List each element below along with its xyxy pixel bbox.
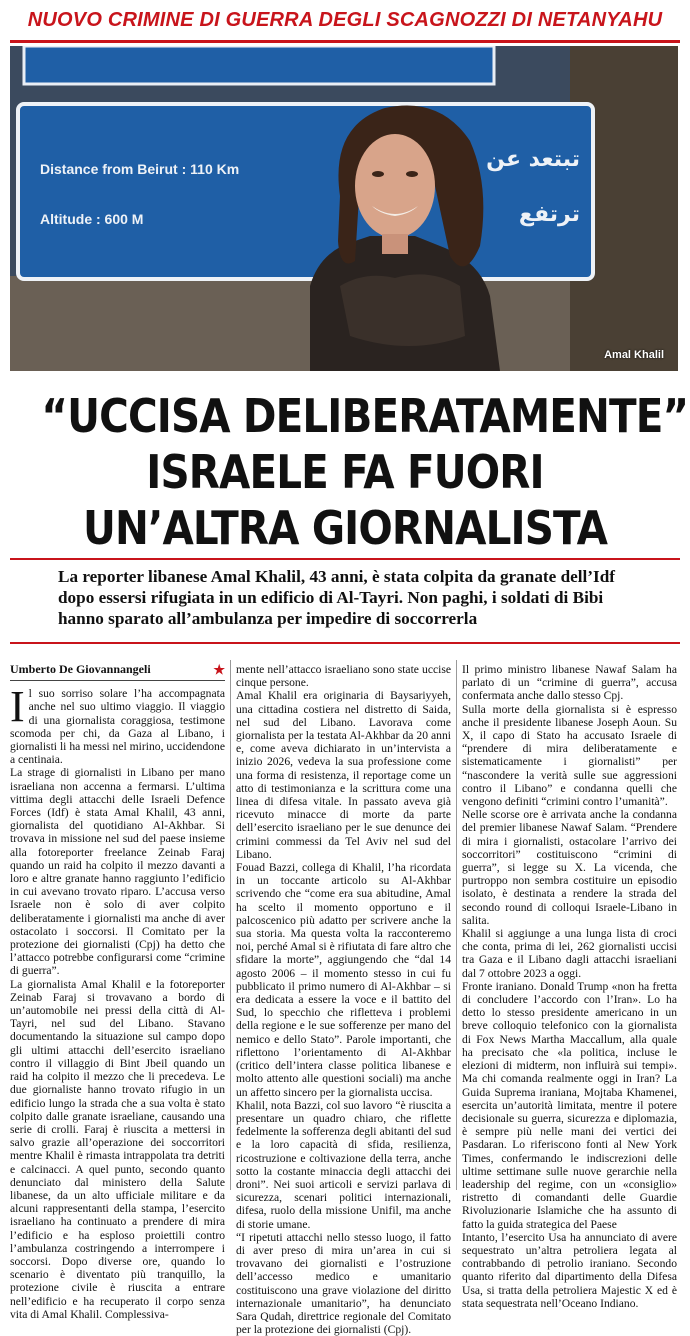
paragraph: Nelle scorse ore è arrivata anche la condanna del premier libanese Nawaf Salam. “Prendere di mira i giornalisti, ostacolare l’arrivo dei soccorritori” costituiscono “crimini di guerra”, si legge su X. La vicenda, che purtroppo non sembra costituire un episodio isolato, è destinata a rendere la strada del secondo round di colloqui Israele-Libano in salita. — [462, 808, 677, 927]
article-column-1 — [10, 663, 225, 1321]
sign-arabic-2: ترتفع — [518, 202, 580, 227]
paragraph: La strage di giornalisti in Libano per mano israeliana non accenna a fermarsi. L’ultima vittima degli attacchi delle Israeli Defence Forces (Idf) è stata Amal Khalil, 43 anni, giornalista del quotidiano Al-Akhbar. Si trovava in missione nel sud del paese insieme alla fotoreporter freelance Zeinab Faraj quando un raid ha colpito il mezzo davanti a loro e altre granate hanno raggiunto l’edificio in cui avevano trovato riparo. L’accusa verso Israele non è solo di aver colpito deliberatamente i giornalisti ma anche di aver ostacolato i soccorsi. Il Comitato per la protezione dei giornalisti (Cpj) ha detto che l’attacco potrebbe configurarsi come “crimine di guerra”. — [10, 766, 225, 978]
paragraph: Fouad Bazzi, collega di Khalil, l’ha ricordata in un toccante articolo su Al-Akhbar scrivendo che “come era sua abitudine, Amal ha scelto il momento opportuno e il palcoscenico più adatto per scrivere anche la sua storia. Ma questa volta la racconteremo noi, perché Amal si è rifiutata di fare altro che sfidare la morte”, aggiungendo che “dal 14 agosto 2006 – il momento stesso in cui fu pubblicato il primo numero di Al-Akhbar – si era dedicata a essere la voce e il battito del Sud, lo specchio che rifletteva i problemi della regione e le sue sofferenze per mano del nemico e dello Stato”. Parole importanti, che riflettono l’orientamento di Al-Akhbar (critico dell’intera classe politica libanese e molto attento alle questioni sociali) ma anche un affetto sincero per la giornalista uccisa. — [236, 861, 451, 1099]
paragraph: Khalil, nota Bazzi, col suo lavoro “è riuscita a presentare un quadro chiaro, che riflette fedelmente la sofferenza degli abitanti del sud e la loro capacità di sfida, resilienza, ricostruzione e coltivazione della terra, anche sotto la costante minaccia degli attacchi dei droni”. Nei suoi articoli e servizi parlava di sicurezza, scenari politici internazionali, difesa, ruolo della missione Unifil, ma anche di storie umane. — [236, 1098, 451, 1231]
paragraph: “I ripetuti attacchi nello stesso luogo, il fatto di aver preso di mira un’area in cui si trovavano dei giornalisti e l’ostruzione dell’accesso medico e umanitario costituiscono una grave violazione del diritto internazionale umanitario”, ha denunciato Sara Qudah, direttrice regionale del Comitato per la protezione dei giornalisti (Cpj). — [236, 1230, 451, 1336]
column-divider — [230, 660, 231, 1190]
column-divider — [456, 660, 457, 1190]
article-column-3 — [462, 663, 677, 1310]
star-icon: ★ — [213, 662, 225, 677]
paragraph: Il primo ministro libanese Nawaf Salam ha parlato di un “crimine di guerra”, accusa confermata anche dallo stesso Cpj. — [462, 663, 677, 703]
paragraph: Amal Khalil era originaria di Baysariyyeh, una cittadina costiera nel distretto di Saida, nel sud del Libano. Lavorava come giornalista per la testata Al-Akhbar da 20 anni e, come aveva dichiarato in un’intervista a inizio 2026, vedeva la sua professione come una forma di resistenza, il reportage come un atto di testimonianza e la scrittura come una linea di difesa vitale. In passato aveva già ricevuto minacce di morte da parte dell’esercito israeliano per le sue denunce dei crimini commessi da Tel Aviv nel sud del Libano. — [236, 689, 451, 861]
article-deck: La reporter libanese Amal Khalil, 43 anni, è stata colpita da granate dell’Idf dopo essersi rifugiata in un edificio di Al-Tayri. Non paghi, i soldati di Bibi hanno sparato all’ambulanza per impedire di soccorrerla — [58, 567, 615, 628]
headline-line-1: “UCCISA DELIBERATAMENTE” — [41, 389, 689, 443]
paragraph: Intanto, l’esercito Usa ha annunciato di avere sequestrato un’altra petroliera legata al contrabbando di petrolio iraniano. Secondo quanto riferito dal dipartimento della Difesa Usa, si tratta della petroliera Majestic X ed è stata sequestrata nell’Oceano Indiano. — [462, 1230, 677, 1310]
article-column-2 — [236, 663, 451, 1336]
headline — [41, 388, 689, 556]
headline-line-2: ISRAELE FA FUORI — [146, 445, 544, 499]
sign-altitude-text: Altitude : 600 M — [40, 211, 144, 227]
byline — [10, 663, 225, 676]
byline-rule — [10, 680, 225, 681]
paragraph: Il suo sorriso solare l’ha accompagnata anche nel suo ultimo viaggio. Il viaggio di una giornalista coraggiosa, testimone scomoda per chi, da Gaza al Libano, i giornalisti li ha messi nel mirino, uccidendone a centinaia. — [10, 682, 225, 767]
sign-arabic-1: تبتعد عن — [486, 147, 580, 172]
kicker-rule — [10, 40, 680, 43]
deck-rule-bottom — [10, 642, 680, 644]
paragraph: La giornalista Amal Khalil e la fotoreporter Zeinab Faraj si trovavano a bordo di un’automobile nei pressi della città di Al-Tayri, nel sud del Libano. Stavano documentando la situazione sul campo dopo gli ultimi attacchi dell’esercito israeliano contro il villaggio di Bint Jbeil quando un raid ha colpito il mezzo che li precedeva. Le due giornaliste hanno trovato rifugio in un edificio lungo la strada che a sua volta è stato colpito dalle granate israeliane, causando una serie di crolli. Faraj è riuscita a mettersi in salvo grazie all’operazione dei soccorritori mentre Khalil è rimasta intrappolata tra detriti e calcinacci. A quel punto, secondo quanto denunciato dal ministero della Salute libanese, da un alto ufficiale militare e da alcuni rappresentanti della stampa, l’esercito israeliano ha continuato a prendere di mira l’edificio e ha esploso proiettili contro l’ambulanza costringendo a interrompere i soccorsi. Dopo diverse ore, quando lo scenario è diventato più tranquillo, la protezione civile è riuscita a entrare nell’edificio e ha recuperato il corpo senza vita di Amal Khalil. Complessiva- — [10, 977, 225, 1321]
article-photo — [10, 46, 678, 371]
author-name: Umberto De Giovannangeli — [10, 662, 151, 676]
paragraph: mente nell’attacco israeliano sono state uccise cinque persone. — [236, 663, 451, 690]
photo-caption: Amal Khalil — [604, 349, 664, 361]
section-kicker: NUOVO CRIMINE DI GUERRA DEGLI SCAGNOZZI DI NETANYAHU — [27, 9, 663, 31]
drop-cap: I — [10, 682, 25, 732]
paragraph: Fronte iraniano. Donald Trump «non ha fretta di concludere l’accordo con l’Iran». Lo ha detto lo stesso presidente americano in un breve colloquio telefonico con la giornalista di Fox News Martha Maccallum, alla quale ha precisato che «la politica, incluse le elezioni di midterm, non influirà sui tempi». Ma chi comanda realmente oggi in Iran? La Guida Suprema iraniana, Mojtaba Khamenei, esercita un’autorità limitata, mentre il potere decisionale su guerra, sicurezza e diplomazia, è sempre più nelle mani dei vertici dei Pasdaran. Lo riferiscono fonti al New York Times, confermando le indiscrezioni delle ultime settimane sulle nuove gerarchie nella leadership del regime, con un «consiglio» ristretto di comandanti delle Guardie Rivoluzionarie Islamiche che ha assunto di fatto la guida strategica del Paese — [462, 979, 677, 1231]
paragraph: Khalil si aggiunge a una lunga lista di croci che conta, prima di lei, 262 giornalisti uccisi tra Gaza e il Libano dagli attacchi israeliani dal 7 ottobre 2023 a oggi. — [462, 927, 677, 980]
deck-rule-top — [10, 558, 680, 560]
sign-distance-text: Distance from Beirut : 110 Km — [40, 161, 240, 177]
photo-illustration — [10, 46, 678, 371]
paragraph: Sulla morte della giornalista si è espresso anche il presidente libanese Joseph Aoun. Su X, il capo di Stato ha accusato Israele di “prendere di mira deliberatamente e sistematicamente i giornalisti” per “nascondere la verità sulle sue aggressioni contro il Libano” e condanna quelli che vengono definiti “crimini contro l’umanità”. — [462, 702, 677, 809]
headline-line-3: UN’ALTRA GIORNALISTA — [82, 501, 608, 555]
